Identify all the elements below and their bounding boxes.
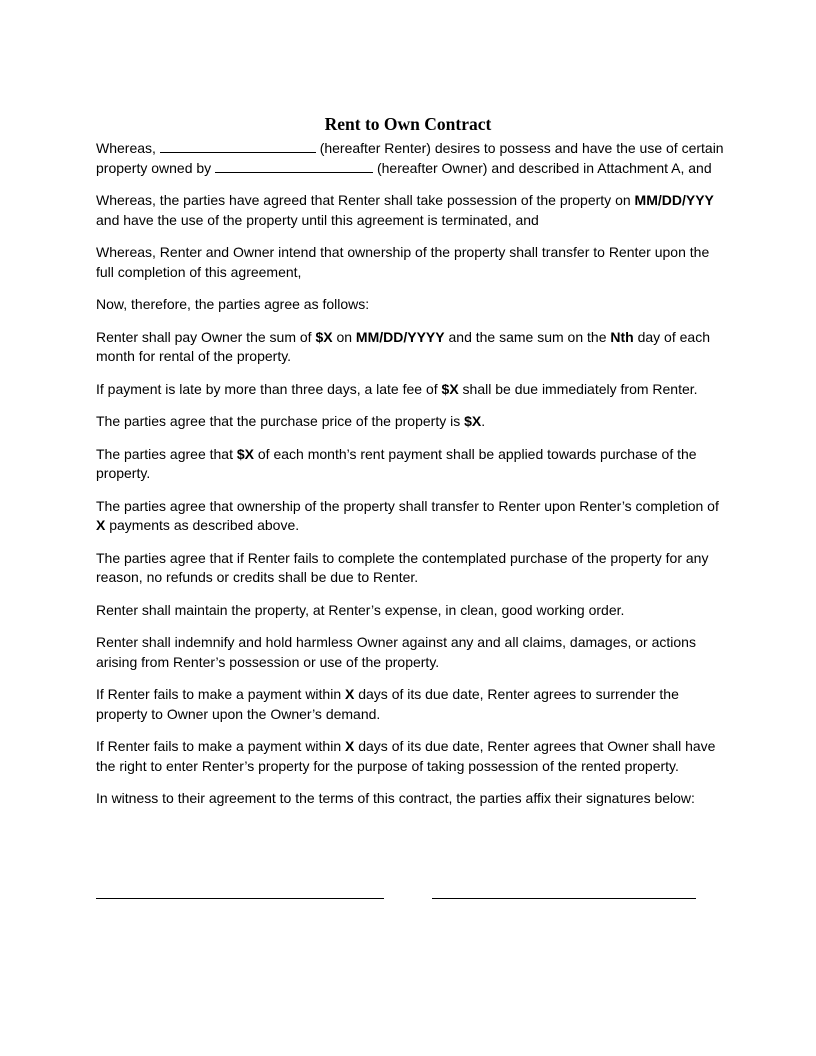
text-segment: If Renter fails to make a payment within	[96, 738, 345, 754]
paragraph-surrender	[96, 685, 728, 724]
text-segment: day of each month for rental of the property.	[96, 328, 710, 364]
text-segment: and the same sum on the	[444, 328, 611, 345]
surrender-days: X	[345, 686, 355, 702]
paragraph-whereas-ownership: Whereas, Renter and Owner intend that ownership of the property shall transfer to Renter upon the full completion of this agreement,	[96, 244, 710, 280]
paragraph-indemnify: Renter shall indemnify and hold harmless Owner against any and all claims, damages, or actions arising from Renter’s possession or use of the property.	[96, 634, 696, 670]
text-segment: If payment is late by more than three days, a late fee of	[96, 380, 442, 397]
paragraph-now-therefore: Now, therefore, the parties agree as follows:	[96, 296, 370, 312]
text-segment: Renter shall pay Owner the sum of	[96, 328, 316, 345]
paragraph-right-to-enter	[96, 737, 728, 776]
payment-day: Nth	[610, 328, 634, 345]
text-segment: (hereafter Owner) and described in Attachment A, and	[373, 159, 712, 176]
document-body	[96, 139, 728, 822]
text-segment: The parties agree that	[96, 445, 237, 462]
renter-signature-line	[96, 898, 384, 899]
text-segment: days of its due date, Renter agrees that Owner shall have the right to enter Renter’s property for the purpose of taking possession of the rented property.	[96, 738, 716, 774]
text-segment: payments as described above.	[105, 517, 300, 533]
rent-amount: $X	[315, 328, 333, 345]
first-payment-date: MM/DD/YYYY	[355, 328, 445, 345]
rent-credit-amount: $X	[236, 445, 254, 462]
renter-name-blank	[160, 140, 316, 153]
text-segment: If Renter fails to make a payment within	[96, 686, 345, 702]
possession-date: MM/DD/YYY	[634, 192, 714, 208]
paragraph-whereas-parties	[96, 139, 728, 178]
text-segment: of each month’s rent payment shall be applied towards purchase of the property.	[96, 445, 697, 481]
payment-count: X	[96, 517, 106, 533]
paragraph-rent-payment	[96, 328, 728, 367]
text-segment: Whereas,	[96, 140, 160, 156]
text-segment: Whereas, the parties have agreed that Renter shall take possession of the property on	[96, 192, 635, 208]
paragraph-ownership-transfer	[96, 497, 728, 536]
text-segment: The parties agree that ownership of the property shall transfer to Renter upon Renter’s completion of	[96, 497, 719, 514]
paragraph-rent-credit	[96, 445, 728, 484]
paragraph-late-fee	[96, 380, 728, 400]
late-fee-amount: $X	[441, 380, 459, 397]
text-segment: shall be due immediately from Renter.	[458, 380, 698, 397]
text-segment: days of its due date, Renter agrees to surrender the property to Owner upon the Owner’s demand.	[96, 686, 679, 722]
text-segment: (hereafter Renter) desires to possess and have the use of certain property owned by	[96, 140, 724, 176]
paragraph-maintenance: Renter shall maintain the property, at Renter’s expense, in clean, good working order.	[96, 601, 625, 618]
text-segment: and have the use of the property until this agreement is terminated, and	[96, 211, 539, 228]
text-segment: .	[481, 413, 486, 429]
paragraph-no-refunds: The parties agree that if Renter fails to complete the contemplated purchase of the property for any reason, no refunds or credits shall be due to Renter.	[96, 549, 709, 585]
entry-days: X	[345, 738, 355, 754]
text-segment: on	[332, 328, 356, 345]
document-title: Rent to Own Contract	[324, 114, 492, 134]
paragraph-whereas-possession	[96, 191, 728, 230]
owner-signature-line	[432, 898, 696, 899]
purchase-price-amount: $X	[464, 413, 482, 429]
paragraph-witness: In witness to their agreement to the terms of this contract, the parties affix their signatures below:	[96, 790, 695, 806]
text-segment: The parties agree that the purchase price of the property is	[96, 413, 465, 429]
owner-name-blank	[215, 160, 373, 173]
paragraph-purchase-price	[96, 412, 728, 432]
